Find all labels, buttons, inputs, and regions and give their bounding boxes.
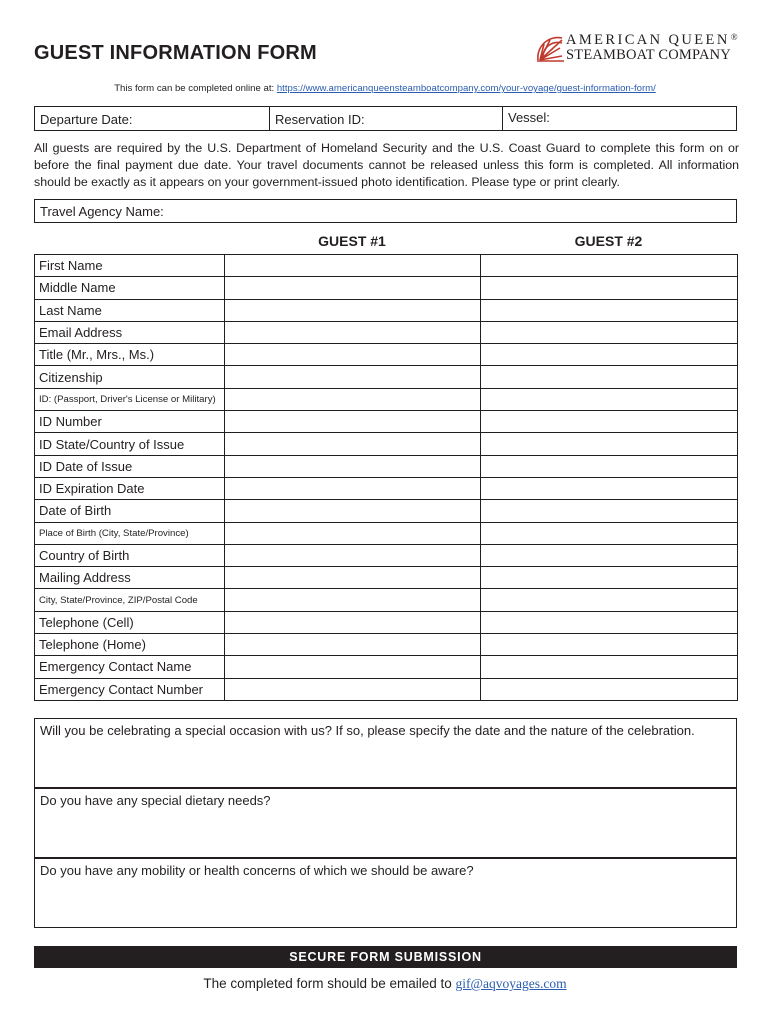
- divider: [502, 107, 503, 130]
- guest-1-input-cell[interactable]: [225, 522, 481, 544]
- guest-1-input-cell[interactable]: [225, 544, 481, 566]
- row-label: Email Address: [35, 321, 225, 343]
- guest-info-row: [35, 299, 738, 321]
- company-logo: [536, 30, 742, 66]
- guest-2-input-cell[interactable]: [481, 522, 738, 544]
- online-note-text: This form can be completed online at:: [114, 83, 277, 94]
- guest-2-input-cell[interactable]: [481, 255, 738, 277]
- guest-info-row: [35, 477, 738, 499]
- guest-info-row: [35, 589, 738, 611]
- guest-2-input-cell[interactable]: [481, 589, 738, 611]
- guest-2-input-cell[interactable]: [481, 388, 738, 410]
- guest-2-input-cell[interactable]: [481, 500, 738, 522]
- secure-submission-bar: SECURE FORM SUBMISSION: [34, 946, 737, 968]
- intro-paragraph: All guests are required by the U.S. Department of Homeland Security and the U.S. Coast Guard to complete this form on or before the final payment due date. Your travel documents cannot be released unless this form is completed. All information should be exactly as it appears on your government-issued photo identification. Please type or print clearly.: [34, 141, 739, 189]
- guest-2-input-cell[interactable]: [481, 544, 738, 566]
- special-occasion-question[interactable]: [34, 718, 737, 788]
- row-label: ID Date of Issue: [35, 455, 225, 477]
- registered-mark: ®: [730, 32, 738, 42]
- row-label: ID: (Passport, Driver's License or Military): [35, 388, 225, 410]
- row-label: Emergency Contact Name: [35, 656, 225, 678]
- guest-1-input-cell[interactable]: [225, 366, 481, 388]
- guest-2-header: GUEST #2: [574, 233, 643, 249]
- guest-1-input-cell[interactable]: [225, 678, 481, 700]
- guest-info-row: [35, 411, 738, 433]
- guest-info-row: [35, 455, 738, 477]
- guest-1-input-cell[interactable]: [225, 500, 481, 522]
- form-title: GUEST INFORMATION FORM: [34, 42, 317, 64]
- guest-2-input-cell[interactable]: [481, 455, 738, 477]
- guest-2-input-cell[interactable]: [481, 366, 738, 388]
- guest-info-row: [35, 366, 738, 388]
- guest-2-input-cell[interactable]: [481, 344, 738, 366]
- travel-agency-field[interactable]: [34, 199, 737, 223]
- online-note: [0, 83, 770, 94]
- guest-info-row: [35, 500, 738, 522]
- row-label: Mailing Address: [35, 567, 225, 589]
- special-occasion-label: Will you be celebrating a special occasion with us? If so, please specify the date and the nature of the celebration.: [40, 723, 695, 738]
- logo-text-line2: STEAMBOAT COMPANY: [566, 47, 731, 63]
- guest-info-row: [35, 388, 738, 410]
- guest-info-row: [35, 433, 738, 455]
- row-label: Emergency Contact Number: [35, 678, 225, 700]
- footer-text: The completed form should be emailed to: [203, 976, 456, 991]
- row-label: ID Number: [35, 411, 225, 433]
- guest-1-input-cell[interactable]: [225, 611, 481, 633]
- row-label: Telephone (Cell): [35, 611, 225, 633]
- row-label: Country of Birth: [35, 544, 225, 566]
- guest-info-row: [35, 544, 738, 566]
- reservation-id-field[interactable]: Reservation ID:: [275, 112, 365, 127]
- dietary-needs-question[interactable]: [34, 788, 737, 858]
- guest-2-input-cell[interactable]: [481, 321, 738, 343]
- guest-info-row: [35, 522, 738, 544]
- dietary-needs-label: Do you have any special dietary needs?: [40, 793, 271, 808]
- row-label: Middle Name: [35, 277, 225, 299]
- logo-name: AMERICAN QUEEN: [566, 32, 730, 48]
- guest-2-input-cell[interactable]: [481, 433, 738, 455]
- divider: [269, 107, 270, 130]
- guest-2-input-cell[interactable]: [481, 299, 738, 321]
- guest-1-input-cell[interactable]: [225, 299, 481, 321]
- guest-info-row: [35, 277, 738, 299]
- row-label: First Name: [35, 255, 225, 277]
- online-form-link[interactable]: https://www.americanqueensteamboatcompany.com/your-voyage/guest-information-form/: [276, 83, 656, 94]
- trip-info-row: [34, 106, 737, 131]
- paddlewheel-icon: [536, 34, 566, 64]
- row-label: City, State/Province, ZIP/Postal Code: [35, 589, 225, 611]
- row-label: Last Name: [35, 299, 225, 321]
- row-label: ID Expiration Date: [35, 477, 225, 499]
- row-label: Title (Mr., Mrs., Ms.): [35, 344, 225, 366]
- guest-2-input-cell[interactable]: [481, 611, 738, 633]
- submission-email-link[interactable]: gif@aqvoyages.com: [455, 976, 567, 991]
- guest-info-row: [35, 321, 738, 343]
- travel-agency-label: Travel Agency Name:: [40, 204, 164, 219]
- departure-date-field[interactable]: Departure Date:: [40, 112, 133, 127]
- row-label: Date of Birth: [35, 500, 225, 522]
- row-label: Citizenship: [35, 366, 225, 388]
- guest-1-input-cell[interactable]: [225, 388, 481, 410]
- guest-info-row: [35, 567, 738, 589]
- guest-2-input-cell[interactable]: [481, 656, 738, 678]
- vessel-field[interactable]: Vessel:: [508, 110, 550, 125]
- guest-info-table: [34, 254, 738, 701]
- guest-info-row: [35, 678, 738, 700]
- row-label: Place of Birth (City, State/Province): [35, 522, 225, 544]
- guest-info-row: [35, 344, 738, 366]
- guest-2-input-cell[interactable]: [481, 678, 738, 700]
- guest-2-input-cell[interactable]: [481, 567, 738, 589]
- mobility-health-label: Do you have any mobility or health concerns of which we should be aware?: [40, 863, 474, 878]
- guest-1-header: GUEST #1: [318, 233, 386, 249]
- row-label: Telephone (Home): [35, 634, 225, 656]
- guest-1-input-cell[interactable]: [225, 321, 481, 343]
- guest-2-input-cell[interactable]: [481, 477, 738, 499]
- guest-1-input-cell[interactable]: [225, 255, 481, 277]
- guest-1-input-cell[interactable]: [225, 433, 481, 455]
- guest-1-input-cell[interactable]: [225, 477, 481, 499]
- guest-1-input-cell[interactable]: [225, 567, 481, 589]
- guest-info-row: [35, 611, 738, 633]
- guest-info-row: [35, 656, 738, 678]
- guest-1-input-cell[interactable]: [225, 656, 481, 678]
- guest-info-row: [35, 255, 738, 277]
- footer-note: [0, 976, 770, 992]
- guest-1-input-cell[interactable]: [225, 277, 481, 299]
- mobility-health-question[interactable]: [34, 858, 737, 928]
- guest-1-input-cell[interactable]: [225, 589, 481, 611]
- row-label: ID State/Country of Issue: [35, 433, 225, 455]
- guest-2-input-cell[interactable]: [481, 634, 738, 656]
- guest-1-input-cell[interactable]: [225, 411, 481, 433]
- guest-2-input-cell[interactable]: [481, 411, 738, 433]
- guest-info-row: [35, 634, 738, 656]
- guest-1-input-cell[interactable]: [225, 455, 481, 477]
- guest-2-input-cell[interactable]: [481, 277, 738, 299]
- guest-1-input-cell[interactable]: [225, 344, 481, 366]
- guest-1-input-cell[interactable]: [225, 634, 481, 656]
